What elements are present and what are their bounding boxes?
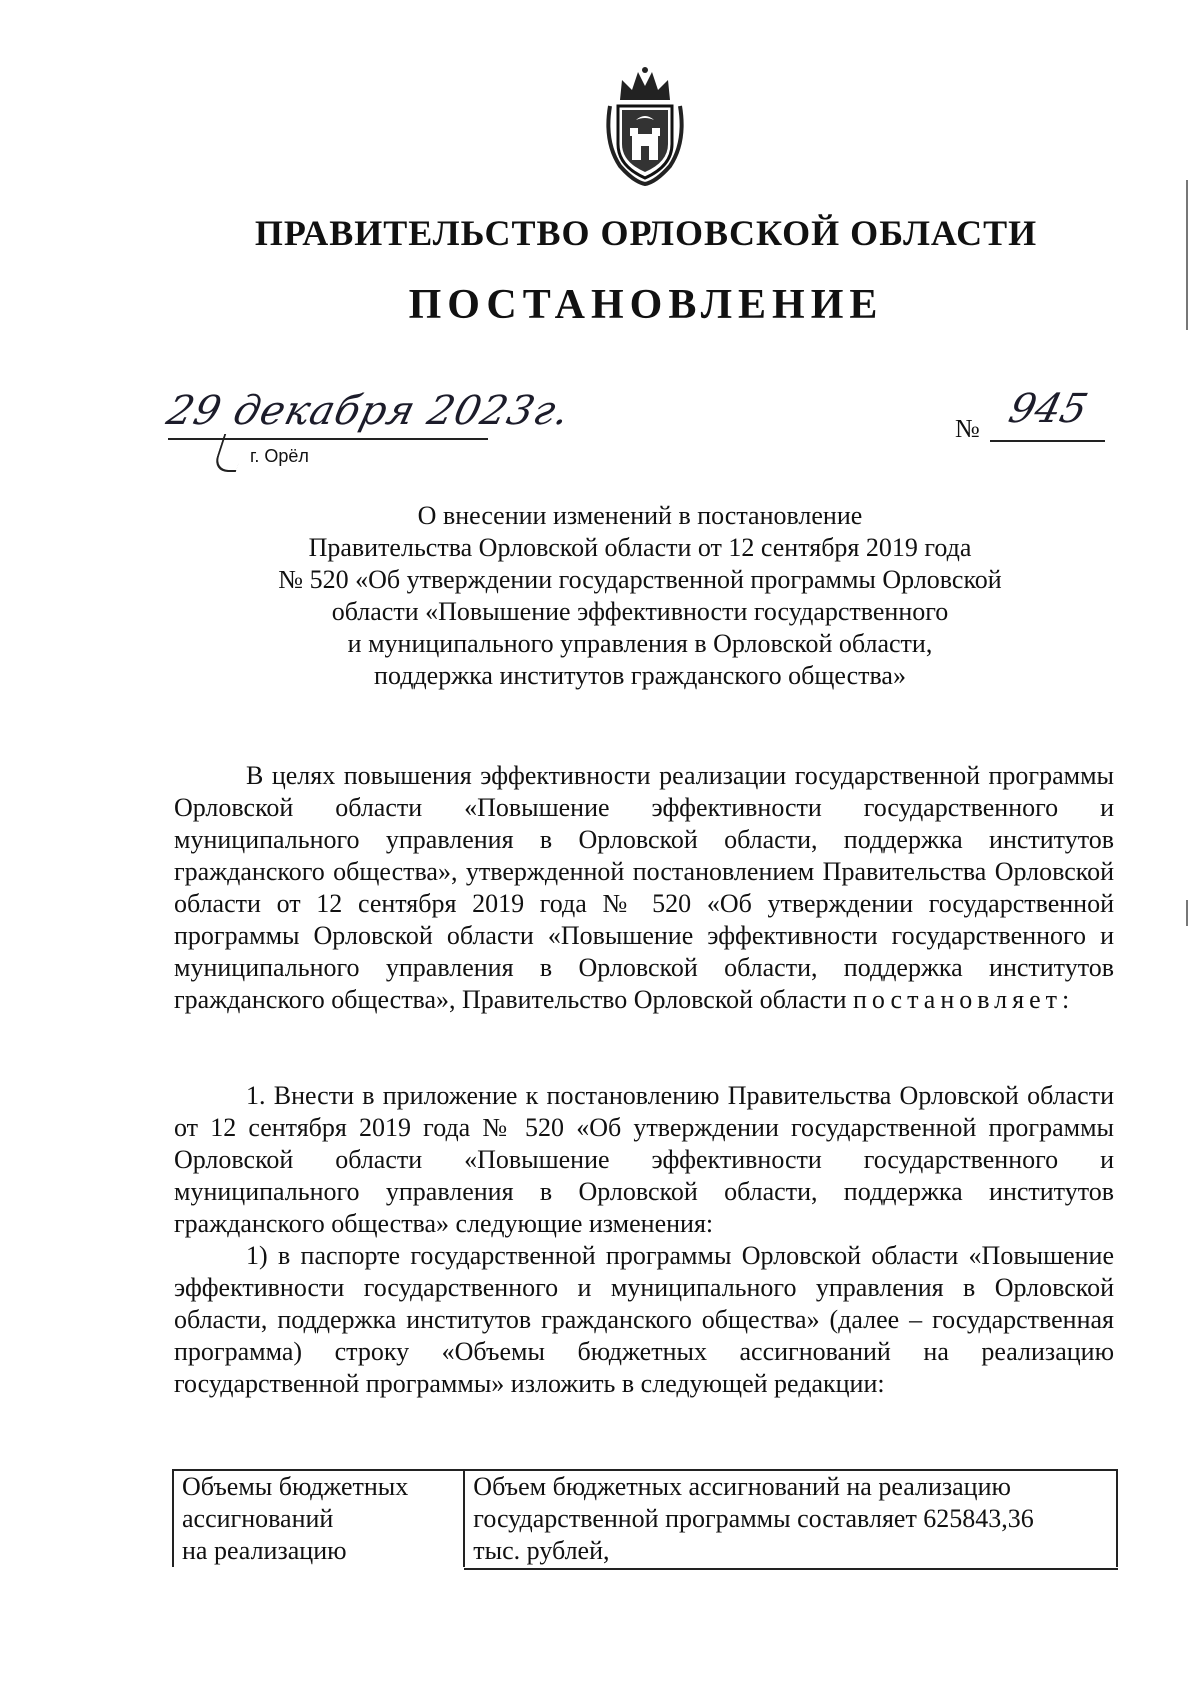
cell-line: Объемы бюджетных: [182, 1472, 409, 1501]
cell-line: Объем бюджетных ассигнований на реализацию: [473, 1472, 1011, 1501]
table-row: [173, 1470, 1117, 1567]
budget-table: [172, 1469, 1118, 1567]
item-1-1-paragraph: 1) в паспорте государственной программы Орловской области «Повышение эффективности государственного и муниципального управления в Орловской области, поддержка институтов гражданского общества» (далее – государственная программа) строку «Объемы бюджетных ассигнований на реализацию государственной программы» изложить в следующей редакции:: [174, 1241, 1114, 1398]
preamble-last-word: области: [759, 985, 847, 1014]
subject-line: области «Повышение эффективности государственного: [331, 597, 949, 626]
subject-line: Правительства Орловской области от 12 сентября 2019 года: [308, 533, 972, 562]
table-cell-label: [173, 1470, 464, 1567]
decree-word: постановляет:: [853, 985, 1075, 1014]
subject-line: № 520 «Об утверждении государственной программы Орловской: [278, 565, 1002, 594]
coat-of-arms-icon: [600, 62, 690, 188]
preamble-paragraph: [174, 760, 1114, 1016]
subject-line: О внесении изменений в постановление: [417, 501, 863, 530]
number-underline: [990, 440, 1105, 442]
cell-line: ассигнований: [182, 1504, 334, 1533]
handwritten-date: 29 декабря 2023г.: [162, 388, 576, 434]
number-label: №: [955, 414, 980, 443]
cell-line: тыс. рублей,: [473, 1536, 610, 1565]
scan-edge-mark: [1186, 900, 1188, 926]
cell-line: государственной программы составляет 625843,36: [473, 1504, 1034, 1533]
preamble-text: В целях повышения эффективности реализации государственной программы Орловской области «Повышение эффективности государственного и муниципального управления в Орловской области, поддержка институтов гражданского общества», утвержденной постановлением Правительства Орловской области от 12 сентября 2019 года № 520 «Об утверждении государственной программы Орловской области «Повышение эффективности государственного и муниципального управления в Орловской области, поддержка институтов гражданского общества», Правительство Орловской: [174, 761, 1114, 1014]
handwritten-number: 945: [1004, 386, 1093, 432]
scan-edge-mark: [1186, 180, 1188, 330]
decree-subject: [170, 500, 1110, 692]
subject-line: и муниципального управления в Орловской области,: [347, 629, 933, 658]
document-type-heading: ПОСТАНОВЛЕНИЕ: [408, 282, 884, 328]
item-1-paragraph: 1. Внести в приложение к постановлению Правительства Орловской области от 12 сентября 2019 года № 520 «Об утверждении государственной программы Орловской области «Повышение эффективности государственного и муниципального управления в Орловской области, поддержка институтов гражданского общества» следующие изменения:: [174, 1081, 1114, 1238]
table-bottom-rule: [464, 1568, 1118, 1570]
city-label: г. Орёл: [250, 446, 309, 466]
cell-line: на реализацию: [182, 1536, 347, 1565]
organization-title: ПРАВИТЕЛЬСТВО ОРЛОВСКОЙ ОБЛАСТИ: [254, 213, 1038, 253]
table-cell-value: [464, 1470, 1117, 1567]
subject-line: поддержка институтов гражданского общества»: [374, 661, 906, 690]
date-underline: [168, 438, 488, 440]
